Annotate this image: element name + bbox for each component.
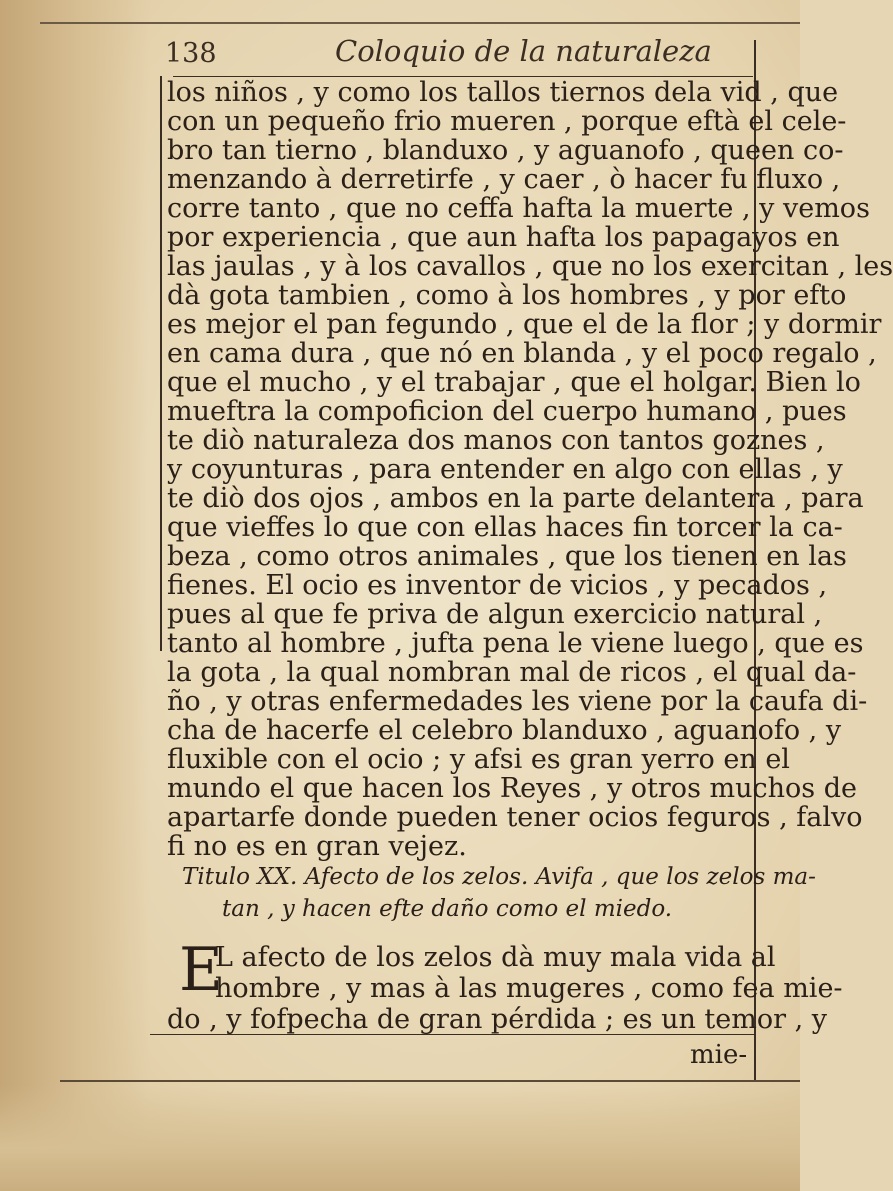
- page-shadow-bottom: [0, 1085, 800, 1191]
- text-line: que vieffes lo que con ellas haces fin torcer la ca-: [167, 512, 843, 543]
- top-border-rule: [40, 22, 800, 24]
- text-line: dà gota tambien , como à los hombres , y por efto: [167, 280, 847, 311]
- section-body: [167, 935, 843, 1035]
- page-number: 138: [165, 38, 217, 69]
- catchword: mie-: [690, 1040, 748, 1070]
- text-line: pues al que fe priva de algun exercicio natural ,: [167, 599, 823, 630]
- text-line: hombre , y mas à las mugeres , como fea mie-: [215, 973, 843, 1004]
- text-line: y coyunturas , para entender en algo con ellas , y: [167, 454, 843, 485]
- text-line: que el mucho , y el trabajar , que el holgar. Bien lo: [167, 367, 861, 398]
- text-line: te diò naturaleza dos manos con tantos goznes ,: [167, 425, 825, 456]
- drop-cap: E: [179, 935, 223, 1005]
- section-title-line: Titulo XX. Afecto de los zelos. Avifa , que los zelos ma-: [182, 864, 816, 890]
- text-line: menzando à derretirfe , y caer , ò hacer fu fluxo ,: [167, 164, 841, 195]
- text-frame-left-rule: [160, 76, 162, 651]
- text-line: las jaulas , y à los cavallos , que no los exercitan , les: [167, 251, 893, 282]
- section-title-line: tan , y hacen efte daño como el miedo.: [222, 896, 673, 922]
- text-line: es mejor el pan fegundo , que el de la flor ; y dormir: [167, 309, 882, 340]
- bottom-rule: [150, 1034, 754, 1035]
- text-line: apartarfe donde pueden tener ocios feguros , falvo: [167, 802, 863, 833]
- page-shadow-left: [0, 0, 150, 1191]
- text-line: por experiencia , que aun hafta los papagayos en: [167, 222, 840, 253]
- text-line: cha de hacerfe el celebro blanduxo , aguanofo , y: [167, 715, 842, 746]
- text-line: ño , y otras enfermedades les viene por la caufa di-: [167, 686, 868, 717]
- text-line: mueftra la compoficion del cuerpo humano , pues: [167, 396, 847, 427]
- section-title: [182, 862, 816, 932]
- text-line: L afecto de los zelos dà muy mala vida al: [215, 942, 776, 973]
- text-line: fienes. El ocio es inventor de vicios , y pecados ,: [167, 570, 828, 601]
- text-line: te diò dos ojos , ambos en la parte delantera , para: [167, 483, 864, 514]
- text-line: fi no es en gran vejez.: [167, 831, 467, 862]
- running-title: Coloquio de la naturaleza: [335, 34, 712, 68]
- running-head: [165, 34, 755, 78]
- outer-bottom-rule: [60, 1080, 800, 1082]
- text-line: los niños , y como los tallos tiernos dela vid , que: [167, 77, 839, 108]
- text-line: fluxible con el ocio ; y afsi es gran yerro en el: [167, 744, 790, 775]
- body-text: [167, 77, 893, 862]
- text-line: tanto al hombre , jufta pena le viene luego , que es: [167, 628, 864, 659]
- text-line: mundo el que hacen los Reyes , y otros muchos de: [167, 773, 857, 804]
- text-line: bro tan tierno , blanduxo , y aguanofo , queen co-: [167, 135, 844, 166]
- text-line: beza , como otros animales , que los tienen en las: [167, 541, 847, 572]
- text-line: con un pequeño frio mueren , porque eftà el cele-: [167, 106, 847, 137]
- text-line: do , y fofpecha de gran pérdida ; es un temor , y: [167, 1004, 828, 1035]
- text-line: la gota , la qual nombran mal de ricos , el qual da-: [167, 657, 857, 688]
- text-line: en cama dura , que nó en blanda , y el poco regalo ,: [167, 338, 877, 369]
- text-line: corre tanto , que no ceffa hafta la muerte , y vemos: [167, 193, 870, 224]
